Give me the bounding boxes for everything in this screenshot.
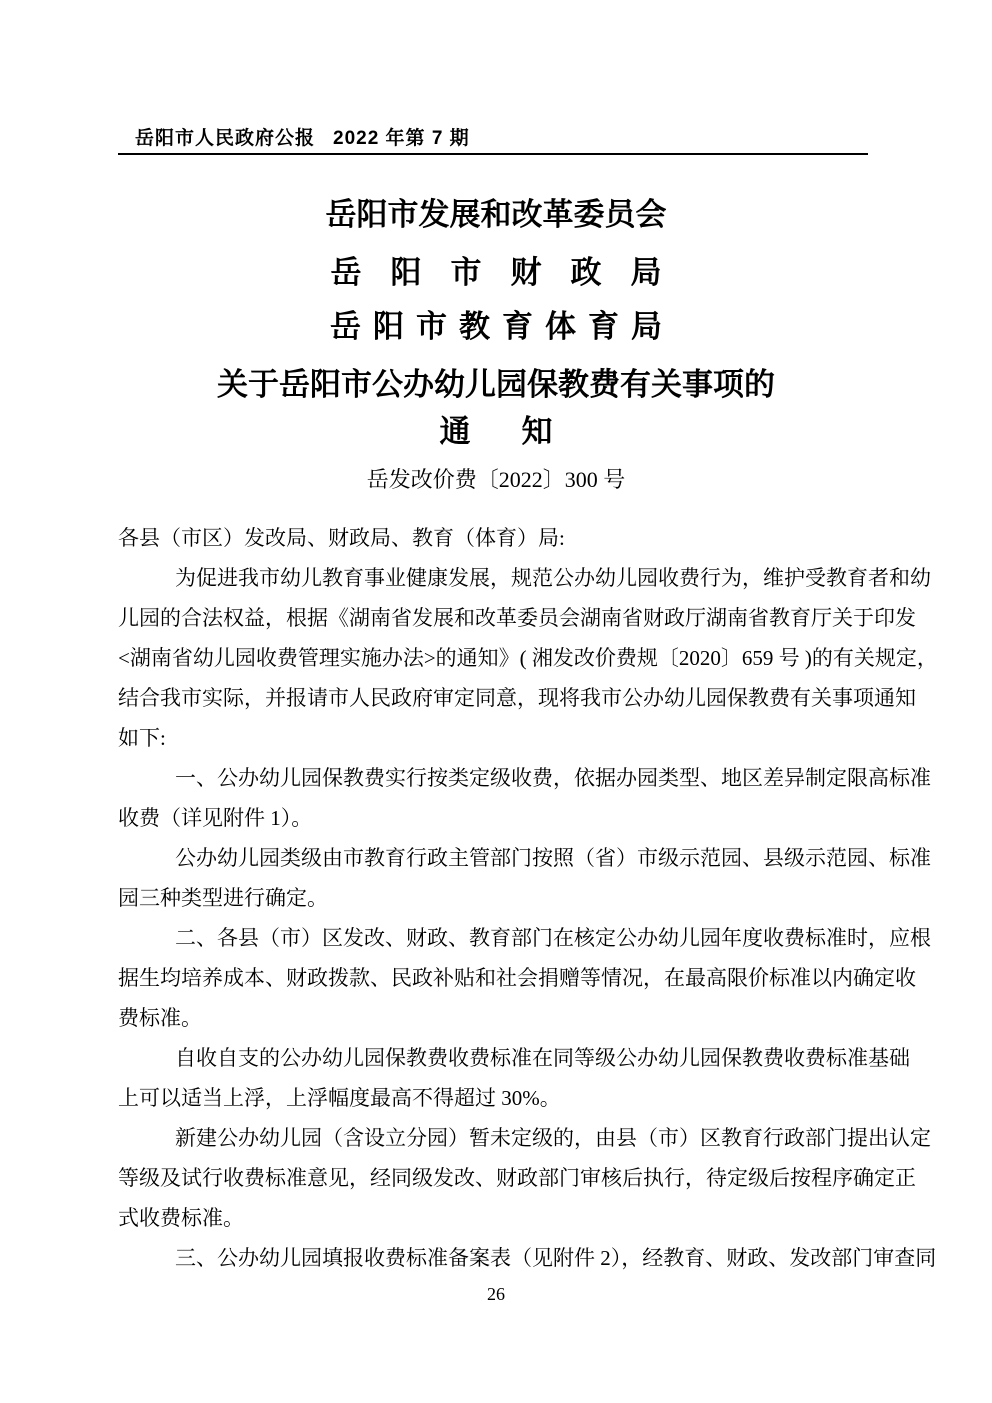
body-line: 儿园的合法权益，根据《湖南省发展和改革委员会湖南省财政厅湖南省教育厅关于印发	[118, 606, 916, 630]
document-title-line-2: 通 知	[439, 414, 563, 449]
body-line: 新建公办幼儿园（含设立分园）暂未定级的，由县（市）区教育行政部门提出认定	[175, 1126, 931, 1150]
body-line: 如下:	[118, 726, 166, 750]
gazette-header	[135, 123, 470, 150]
gazette-issue: 2022 年第 7 期	[333, 128, 470, 149]
document-title-line-1: 关于岳阳市公办幼儿园保教费有关事项的	[217, 367, 775, 402]
document-reference-number: 岳发改价费〔2022〕300 号	[366, 467, 626, 492]
body-line: 式收费标准。	[118, 1206, 244, 1230]
body-line: 据生均培养成本、财政拨款、民政补贴和社会捐赠等情况，在最高限价标准以内确定收	[118, 966, 916, 990]
body-line: 公办幼儿园类级由市教育行政主管部门按照（省）市级示范园、县级示范园、标准	[175, 846, 931, 870]
body-line: 自收自支的公办幼儿园保教费收费标准在同等级公办幼儿园保教费收费标准基础	[175, 1046, 910, 1070]
header-rule	[118, 153, 868, 155]
page-number: 26	[487, 1284, 505, 1304]
issuing-agency-line-3: 岳阳市教育体育局	[330, 309, 674, 344]
body-line: 上可以适当上浮，上浮幅度最高不得超过 30%。	[118, 1086, 561, 1110]
body-line: 三、公办幼儿园填报收费标准备案表（见附件 2），经教育、财政、发改部门审查同	[175, 1246, 937, 1270]
body-line: 园三种类型进行确定。	[118, 886, 328, 910]
body-line: <湖南省幼儿园收费管理实施办法>的通知》( 湘发改价费规〔2020〕659 号 )的有关规定，	[118, 646, 938, 670]
issuing-agency-line-1: 岳阳市发展和改革委员会	[325, 197, 667, 232]
body-line: 等级及试行收费标准意见，经同级发改、财政部门审核后执行，待定级后按程序确定正	[118, 1166, 916, 1190]
body-line: 收费（详见附件 1）。	[118, 806, 313, 830]
body-line: 各县（市区）发改局、财政局、教育（体育）局:	[118, 526, 565, 550]
body-line: 为促进我市幼儿教育事业健康发展，规范公办幼儿园收费行为，维护受教育者和幼	[175, 566, 931, 590]
body-line: 一、公办幼儿园保教费实行按类定级收费，依据办园类型、地区差异制定限高标准	[175, 766, 931, 790]
gazette-title: 岳阳市人民政府公报	[135, 128, 316, 149]
body-line: 二、各县（市）区发改、财政、教育部门在核定公办幼儿园年度收费标准时，应根	[175, 926, 931, 950]
document-body	[118, 518, 938, 1278]
body-line: 费标准。	[118, 1006, 202, 1030]
issuing-agency-line-2: 岳阳市财政局	[330, 255, 691, 290]
body-line: 结合我市实际，并报请市人民政府审定同意，现将我市公办幼儿园保教费有关事项通知	[118, 686, 916, 710]
